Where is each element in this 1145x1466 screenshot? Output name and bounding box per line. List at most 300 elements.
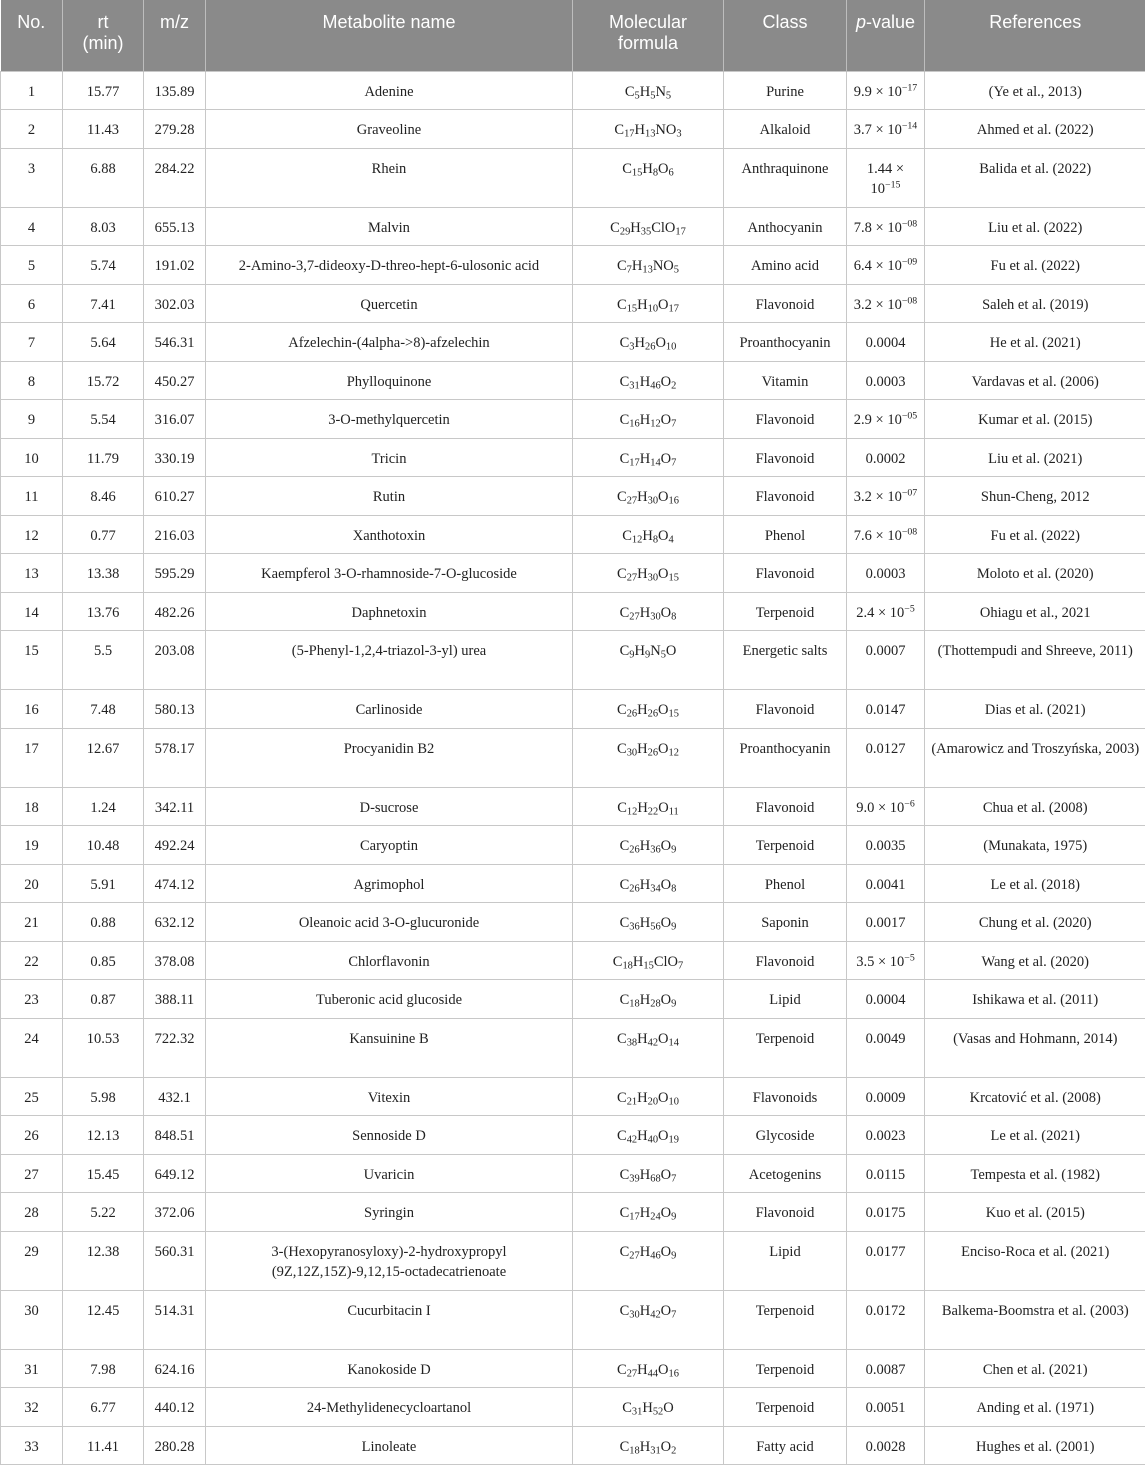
formula-element: C [619,1302,630,1319]
formula-subscript: 52 [652,1406,664,1418]
formula-subscript: 39 [629,1173,640,1185]
formula-subscript: 12 [631,534,643,546]
formula-element: O [658,1089,669,1106]
formula-element: O [660,373,672,390]
cell-reference: Shun-Cheng, 2012 [925,477,1145,516]
cell-reference: Krcatović et al. (2008) [925,1077,1145,1116]
table-row [1,110,1145,149]
cell-p-value: 0.0007 [847,631,925,690]
cell-p-value: 0.0002 [847,438,925,477]
header-mz: m/z [144,0,206,71]
cell-molecular-formula [573,246,724,285]
formula-element: H [639,876,651,893]
cell-p-value: 0.0177 [847,1231,925,1290]
cell-reference: Saleh et al. (2019) [925,284,1145,323]
cell-metabolite-name: Agrimophol [206,864,573,903]
cell-molecular-formula [573,826,724,865]
formula-subscript: 11 [668,806,679,818]
cell-metabolite-name: (5-Phenyl-1,2,4-triazol-3-yl) urea [206,631,573,690]
cell-class: Proanthocyanin [724,728,847,787]
formula-subscript: 31 [629,380,640,392]
cell-metabolite-name: Syringin [206,1193,573,1232]
table-row [1,284,1145,323]
cell-molecular-formula [573,903,724,942]
formula-element: H [642,160,653,177]
formula-element: O [655,335,666,351]
p-exponent: −15 [885,179,901,191]
cell-metabolite-name: Rutin [206,477,573,516]
p-times-ten: × 10 [871,527,902,544]
formula-subscript: 7 [671,1309,677,1321]
formula-subscript: 10 [668,1096,679,1108]
header-molecular-formula: Molecular formula [573,0,724,71]
cell-molecular-formula [573,1426,724,1465]
cell-no: 32 [1,1388,63,1427]
formula-element: C [624,83,635,100]
cell-reference: (Amarowicz and Troszyńska, 2003) [925,728,1145,787]
cell-molecular-formula [573,631,724,690]
formula-subscript: 30 [629,1309,640,1321]
table-row [1,71,1145,110]
header-p-italic: p [855,12,866,32]
cell-p-value: 0.0004 [847,980,925,1019]
formula-element: H [639,604,651,621]
cell-rt: 5.64 [63,323,144,362]
formula-subscript: 18 [622,960,633,972]
cell-class: Flavonoid [724,284,847,323]
cell-reference: Chua et al. (2008) [925,787,1145,826]
cell-class: Terpenoid [724,1018,847,1077]
header-p-value [847,0,925,71]
formula-element: C [619,604,630,621]
table-row [1,941,1145,980]
cell-rt: 5.98 [63,1077,144,1116]
formula-element: C [619,1438,630,1455]
formula-subscript: 8 [652,167,659,179]
cell-p-value: 0.0051 [847,1388,925,1427]
p-exponent: −5 [904,952,915,964]
formula-element: C [617,1361,627,1378]
formula-subscript: 28 [650,998,661,1010]
formula-subscript: 56 [650,921,661,933]
formula-element: H [637,1089,648,1106]
formula-element: NO [655,122,677,138]
cell-rt: 5.22 [63,1193,144,1232]
table-row [1,631,1145,690]
p-mantissa: 7.6 [853,527,872,544]
cell-mz: 316.07 [144,400,206,439]
p-times-ten: × 10 [871,219,902,236]
cell-molecular-formula [573,1116,724,1155]
formula-element: O [660,1205,672,1221]
formula-element: H [637,702,648,718]
cell-metabolite-name: 2-Amino-3,7-dideoxy-D-threo-hept-6-ulosonic acid [206,246,573,285]
cell-p-value [847,207,925,246]
cell-no: 15 [1,631,63,690]
cell-no: 28 [1,1193,63,1232]
table-row [1,438,1145,477]
cell-molecular-formula [573,361,724,400]
formula-subscript: 13 [642,264,653,276]
cell-class: Flavonoids [724,1077,847,1116]
table-row [1,323,1145,362]
formula-subscript: 17 [668,303,679,315]
cell-reference: Fu et al. (2022) [925,246,1145,285]
cell-reference: Kuo et al. (2015) [925,1193,1145,1232]
cell-metabolite-name: Rhein [206,148,573,207]
cell-p-value [847,477,925,516]
table-header [1,0,1145,71]
formula-subscript: 4 [668,534,674,546]
cell-rt: 6.88 [63,148,144,207]
cell-class: Fatty acid [724,1426,847,1465]
p-mantissa: 3.2 [853,296,872,313]
formula-subscript: 2 [671,1445,677,1457]
formula-subscript: 30 [647,572,659,584]
table-row [1,1193,1145,1232]
cell-rt: 5.5 [63,631,144,690]
cell-no: 26 [1,1116,63,1155]
cell-rt: 0.88 [63,903,144,942]
cell-rt: 7.98 [63,1349,144,1388]
cell-metabolite-name: Graveoline [206,110,573,149]
formula-subscript: 5 [650,90,656,102]
formula-subscript: 3 [629,341,635,353]
formula-subscript: 13 [644,128,656,140]
formula-subscript: 17 [624,128,635,140]
formula-subscript: 36 [650,844,661,856]
table-row [1,787,1145,826]
formula-element: H [637,489,648,505]
cell-metabolite-name: Oleanoic acid 3-O-glucuronide [206,903,573,942]
formula-element: C [619,1243,630,1260]
formula-subscript: 19 [668,1134,679,1146]
cell-mz: 560.31 [144,1231,206,1290]
formula-subscript: 27 [626,1368,638,1380]
cell-no: 33 [1,1426,63,1465]
formula-subscript: 15 [643,960,654,972]
cell-metabolite-name: Sennoside D [206,1116,573,1155]
formula-element: H [639,915,651,931]
cell-p-value: 0.0172 [847,1290,925,1349]
formula-element: ClO [651,219,676,236]
formula-subscript: 5 [660,649,666,661]
cell-rt: 15.72 [63,361,144,400]
cell-p-value: 0.0017 [847,903,925,942]
cell-metabolite-name: Vitexin [206,1077,573,1116]
cell-rt: 11.41 [63,1426,144,1465]
formula-subscript: 14 [650,457,661,469]
table-row [1,246,1145,285]
formula-subscript: 16 [668,1368,679,1380]
cell-p-value: 0.0127 [847,728,925,787]
cell-p-value: 0.0003 [847,554,925,593]
cell-mz: 649.12 [144,1154,206,1193]
formula-element: C [619,335,630,351]
formula-element: O [660,450,672,467]
cell-metabolite-name: Kaempferol 3-O-rhamnoside-7-O-glucoside [206,554,573,593]
cell-class: Amino acid [724,246,847,285]
formula-element: C [617,1128,627,1144]
cell-p-value [847,941,925,980]
formula-subscript: 40 [647,1134,659,1146]
cell-no: 24 [1,1018,63,1077]
cell-reference: Moloto et al. (2020) [925,554,1145,593]
cell-class: Anthocyanin [724,207,847,246]
formula-element: C [619,838,630,854]
cell-metabolite-name: 24-Methylidenecycloartanol [206,1388,573,1427]
formula-subscript: 15 [626,303,638,315]
formula-element: H [642,527,653,544]
formula-subscript: 5 [665,90,672,102]
formula-element: O [658,527,669,544]
formula-element: C [617,296,627,313]
cell-mz: 432.1 [144,1077,206,1116]
cell-reference: Tempesta et al. (1982) [925,1154,1145,1193]
formula-subscript: 46 [650,380,661,392]
cell-rt: 6.77 [63,1388,144,1427]
cell-metabolite-name: D-sucrose [206,787,573,826]
table-row [1,1231,1145,1290]
formula-subscript: 26 [645,341,656,353]
cell-rt: 12.38 [63,1231,144,1290]
cell-no: 14 [1,592,63,631]
cell-reference: Le et al. (2021) [925,1116,1145,1155]
formula-subscript: 26 [629,844,640,856]
cell-no: 20 [1,864,63,903]
cell-class: Saponin [724,903,847,942]
cell-molecular-formula [573,980,724,1019]
cell-mz: 514.31 [144,1290,206,1349]
formula-element: C [617,566,627,582]
cell-p-value [847,110,925,149]
cell-class: Phenol [724,864,847,903]
formula-element: H [637,296,648,313]
formula-element: C [610,219,620,236]
formula-subscript: 68 [650,1173,661,1185]
cell-rt: 13.38 [63,554,144,593]
formula-element: H [639,450,651,467]
cell-p-value: 0.0023 [847,1116,925,1155]
cell-mz: 492.24 [144,826,206,865]
p-times-ten: × 10 [874,953,905,970]
formula-element: C [614,122,625,138]
cell-molecular-formula [573,1154,724,1193]
formula-subscript: 9 [629,649,635,661]
formula-subscript: 5 [673,264,679,276]
formula-subscript: 3 [676,128,682,140]
table-row [1,1290,1145,1349]
cell-reference: Chung et al. (2020) [925,903,1145,942]
formula-subscript: 42 [626,1134,638,1146]
cell-rt: 11.43 [63,110,144,149]
cell-no: 23 [1,980,63,1019]
cell-class: Flavonoid [724,477,847,516]
cell-rt: 12.13 [63,1116,144,1155]
formula-element: O [658,740,669,757]
cell-metabolite-name: Adenine [206,71,573,110]
cell-metabolite-name: Kanokoside D [206,1349,573,1388]
cell-reference: Ohiagu et al., 2021 [925,592,1145,631]
cell-class: Acetogenins [724,1154,847,1193]
p-exponent: −6 [904,798,915,810]
cell-p-value [847,284,925,323]
formula-element: H [637,1361,648,1378]
cell-metabolite-name: Xanthotoxin [206,515,573,554]
table-row [1,477,1145,516]
table-row [1,592,1145,631]
formula-element: C [619,643,630,659]
cell-reference: Hughes et al. (2001) [925,1426,1145,1465]
header-p-rest: -value [865,12,916,32]
cell-metabolite-name: 3-O-methylquercetin [206,400,573,439]
p-times-ten: × 10 [874,799,905,816]
cell-metabolite-name: Cucurbitacin I [206,1290,573,1349]
cell-class: Purine [724,71,847,110]
formula-element: C [619,992,630,1008]
cell-reference: Le et al. (2018) [925,864,1145,903]
cell-p-value: 0.0049 [847,1018,925,1077]
formula-element: O [660,1243,672,1260]
formula-element: ClO [653,953,678,970]
cell-molecular-formula [573,284,724,323]
cell-reference: (Vasas and Hohmann, 2014) [925,1018,1145,1077]
p-times-ten: × 10 [871,83,902,100]
formula-subscript: 42 [647,1037,659,1049]
formula-element: H [637,799,648,816]
cell-rt: 5.74 [63,246,144,285]
cell-molecular-formula [573,690,724,729]
cell-class: Glycoside [724,1116,847,1155]
formula-element: H [639,412,651,428]
cell-mz: 191.02 [144,246,206,285]
formula-element: O [658,799,669,816]
table-row [1,554,1145,593]
table-row [1,903,1145,942]
cell-mz: 216.03 [144,515,206,554]
formula-subscript: 15 [668,708,679,720]
table-row [1,400,1145,439]
cell-molecular-formula [573,207,724,246]
formula-subscript: 29 [619,226,631,238]
formula-element: H [634,335,645,351]
formula-subscript: 17 [629,1211,640,1223]
p-times-ten: × 10 [871,122,902,138]
cell-molecular-formula [573,728,724,787]
cell-mz: 372.06 [144,1193,206,1232]
cell-reference: Enciso-Roca et al. (2021) [925,1231,1145,1290]
cell-metabolite-name: Caryoptin [206,826,573,865]
cell-p-value [847,246,925,285]
cell-no: 16 [1,690,63,729]
cell-molecular-formula [573,477,724,516]
cell-molecular-formula [573,110,724,149]
cell-no: 13 [1,554,63,593]
cell-reference: Balkema-Boomstra et al. (2003) [925,1290,1145,1349]
cell-class: Terpenoid [724,826,847,865]
formula-subscript: 17 [629,457,640,469]
cell-no: 7 [1,323,63,362]
formula-element: H [639,1205,651,1221]
cell-rt: 5.54 [63,400,144,439]
formula-element: O [660,992,672,1008]
cell-mz: 203.08 [144,631,206,690]
cell-mz: 578.17 [144,728,206,787]
cell-molecular-formula [573,515,724,554]
cell-reference: Kumar et al. (2015) [925,400,1145,439]
formula-element: O [658,1128,669,1144]
cell-reference: (Munakata, 1975) [925,826,1145,865]
formula-element: NO [652,258,674,274]
formula-subscript: 7 [671,418,677,430]
cell-rt: 1.24 [63,787,144,826]
formula-element: O [660,876,672,893]
cell-no: 29 [1,1231,63,1290]
formula-element: H [639,1166,651,1183]
table-row [1,826,1145,865]
cell-no: 5 [1,246,63,285]
cell-no: 1 [1,71,63,110]
formula-element: C [619,450,630,467]
formula-element: H [642,1400,653,1416]
p-exponent: −05 [901,410,918,422]
cell-metabolite-name: Daphnetoxin [206,592,573,631]
cell-metabolite-name: Tuberonic acid glucoside [206,980,573,1019]
header-no: No. [1,0,63,71]
cell-p-value [847,592,925,631]
cell-mz: 474.12 [144,864,206,903]
cell-class: Flavonoid [724,1193,847,1232]
p-exponent: −09 [901,256,918,268]
cell-p-value [847,71,925,110]
formula-subscript: 10 [665,341,677,353]
formula-element: C [617,258,627,274]
formula-subscript: 27 [626,572,638,584]
cell-mz: 848.51 [144,1116,206,1155]
cell-molecular-formula [573,71,724,110]
cell-p-value: 0.0004 [847,323,925,362]
cell-molecular-formula [573,1290,724,1349]
cell-class: Flavonoid [724,690,847,729]
cell-class: Phenol [724,515,847,554]
cell-metabolite-name: Quercetin [206,284,573,323]
table-row [1,864,1145,903]
formula-element: H [639,1243,651,1260]
p-exponent: −17 [901,82,918,94]
p-exponent: −07 [901,487,918,499]
cell-metabolite-name: Phylloquinone [206,361,573,400]
p-mantissa: 1.44 [866,160,893,177]
cell-molecular-formula [573,941,724,980]
formula-subscript: 8 [671,883,677,895]
table-row [1,515,1145,554]
cell-p-value [847,787,925,826]
cell-reference: Dias et al. (2021) [925,690,1145,729]
cell-class: Proanthocyanin [724,323,847,362]
formula-element: C [622,160,632,177]
formula-subscript: 44 [647,1368,659,1380]
cell-p-value: 0.0147 [847,690,925,729]
p-exponent: −14 [901,120,918,132]
cell-mz: 610.27 [144,477,206,516]
p-mantissa: 2.4 [856,604,875,621]
cell-no: 4 [1,207,63,246]
cell-mz: 135.89 [144,71,206,110]
formula-subscript: 35 [640,226,652,238]
table-row [1,1018,1145,1077]
cell-rt: 15.77 [63,71,144,110]
cell-rt: 8.46 [63,477,144,516]
